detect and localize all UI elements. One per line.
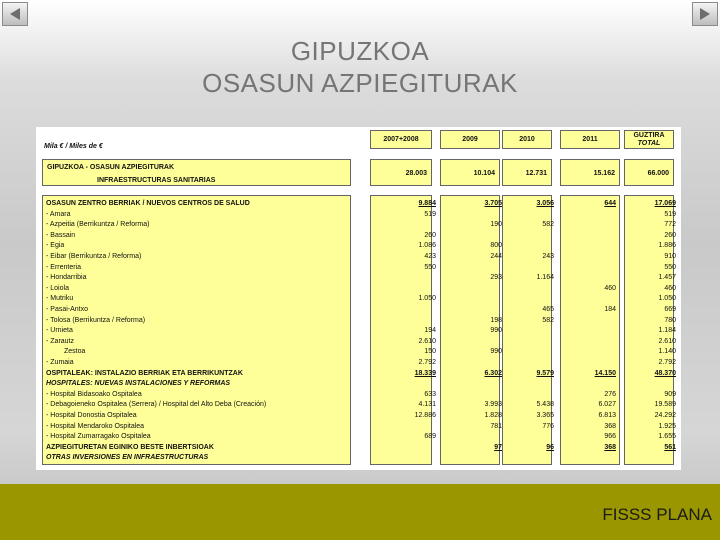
row-value: 776 xyxy=(542,422,554,430)
row-value: 184 xyxy=(604,306,616,313)
row-value: 2.792 xyxy=(418,359,436,366)
row-value: 6.813 xyxy=(598,412,616,419)
row-total: 1.457 xyxy=(658,274,676,282)
units-label: Mila € / Miles de € xyxy=(44,143,103,150)
triangle-left-icon xyxy=(8,7,22,21)
row-label: - Debagoieneko Ospitalea (Serrera) / Hospital del Alto Deba (Creación) xyxy=(46,401,267,409)
row-value: 781 xyxy=(490,422,502,430)
row-label: - Zumaia xyxy=(46,359,74,366)
row-value: 800 xyxy=(490,242,502,250)
col-header-1: 2009 xyxy=(440,130,500,149)
row-total: 550 xyxy=(664,263,676,271)
row-value: 3.056 xyxy=(536,200,554,207)
row-total: 17.069 xyxy=(654,200,676,207)
row-total: 260 xyxy=(664,231,676,239)
row-value: 190 xyxy=(490,221,502,229)
row-value: 460 xyxy=(604,284,616,292)
row-label: OTRAS INVERSIONES EN INFRAESTRUCTURAS xyxy=(46,454,209,462)
summary-value-2: 12.731 xyxy=(525,170,547,177)
row-total: 460 xyxy=(664,284,676,292)
row-label: - Urnieta xyxy=(46,327,73,335)
row-label: - Mutriku xyxy=(46,295,74,303)
row-value: 18.339 xyxy=(414,369,436,377)
row-label: AZPIEGITURETAN EGINIKO BESTE INBERTSIOAK xyxy=(46,443,214,451)
row-label: - Hospital Donostia Ospitalea xyxy=(46,412,137,419)
row-value: 96 xyxy=(546,443,554,451)
row-label: - Egia xyxy=(46,242,65,250)
row-total: 780 xyxy=(664,316,676,324)
row-total: 1.925 xyxy=(658,422,676,430)
row-value: 368 xyxy=(604,422,616,430)
summary-value-3: 15.162 xyxy=(593,170,615,177)
row-label: - Azpeitia (Berrikuntza / Reforma) xyxy=(46,221,150,229)
row-value: 244 xyxy=(490,253,502,260)
slide-title-line1: GIPUZKOA xyxy=(290,36,430,66)
row-value: 243 xyxy=(542,253,554,260)
row-label: - Hospital Zumarragako Ospitalea xyxy=(46,433,151,441)
summary-cell-2 xyxy=(502,159,552,186)
row-total: 909 xyxy=(664,390,676,398)
row-value: 194 xyxy=(424,327,436,335)
slide-title-line2: OSASUN AZPIEGITURAK xyxy=(202,68,518,98)
previous-slide-button[interactable] xyxy=(2,2,28,26)
row-value: 3.993 xyxy=(484,401,502,409)
row-value: 633 xyxy=(424,390,436,398)
next-slide-button[interactable] xyxy=(692,2,718,26)
row-value: 5.438 xyxy=(536,401,554,409)
row-value: 150 xyxy=(424,348,436,356)
row-value: 582 xyxy=(542,221,554,229)
triangle-right-icon xyxy=(698,7,712,21)
row-total: 1.886 xyxy=(658,242,676,250)
row-value: 293 xyxy=(490,274,502,282)
row-value: 990 xyxy=(490,348,502,356)
row-label: OSASUN ZENTRO BERRIAK / NUEVOS CENTROS DE SALUD xyxy=(46,200,250,207)
row-value: 1.164 xyxy=(536,274,554,282)
row-value: 9.884 xyxy=(418,200,436,207)
row-value: 689 xyxy=(424,433,436,441)
row-total: 1.184 xyxy=(658,327,676,335)
total-header-line2: TOTAL xyxy=(637,139,661,147)
row-value: 260 xyxy=(424,231,436,239)
row-label: - Pasai-Antxo xyxy=(46,306,89,313)
row-total: 2.610 xyxy=(658,337,676,345)
row-value: 644 xyxy=(604,200,616,207)
row-total: 19.589 xyxy=(654,401,676,409)
row-label: - Hondarribia xyxy=(46,274,87,282)
row-total: 2.792 xyxy=(658,359,676,366)
row-value: 3.365 xyxy=(536,412,554,419)
row-total: 772 xyxy=(664,221,676,229)
row-label: - Zarautz xyxy=(46,337,75,345)
summary-sublabel: INFRAESTRUCTURAS SANITARIAS xyxy=(97,177,216,184)
row-label: - Hospital Bidasoako Ospitalea xyxy=(46,390,142,398)
col-header-2: 2010 xyxy=(502,130,552,149)
row-value: 519 xyxy=(424,210,436,218)
summary-label: GIPUZKOA - OSASUN AZPIEGITURAK xyxy=(47,164,175,171)
summary-value-0: 28.003 xyxy=(405,170,427,177)
row-value: 14.150 xyxy=(594,369,616,377)
summary-label-box xyxy=(42,159,351,186)
col-header-3: 2011 xyxy=(560,130,620,149)
rows-col-0 xyxy=(370,195,432,465)
row-value: 4.131 xyxy=(418,401,436,409)
summary-cell-3 xyxy=(560,159,620,186)
row-value: 97 xyxy=(494,443,502,451)
total-header xyxy=(624,130,674,149)
footer-label: FISSS PLANA xyxy=(602,505,712,524)
row-value: 1.086 xyxy=(418,242,436,250)
row-value: 3.705 xyxy=(484,200,502,207)
row-value: 198 xyxy=(490,316,502,324)
row-total: 24.292 xyxy=(654,412,676,419)
summary-value-total: 66.000 xyxy=(647,170,669,177)
row-label: - Bassain xyxy=(46,231,76,239)
summary-cell-total xyxy=(624,159,674,186)
row-label: - Loiola xyxy=(46,284,69,292)
row-label: Zestoa xyxy=(64,348,86,356)
infrastructure-table xyxy=(36,127,681,470)
row-value: 368 xyxy=(604,443,616,451)
row-label: - Hospital Mendaroko Ospitalea xyxy=(46,422,145,430)
col-header-0: 2007+2008 xyxy=(370,130,432,149)
row-value: 423 xyxy=(424,253,436,260)
footer-bar xyxy=(0,484,720,540)
total-header-line1: GUZTIRA xyxy=(633,131,665,139)
row-value: 9.579 xyxy=(536,369,554,377)
row-label: - Amara xyxy=(46,210,71,218)
summary-cell-1 xyxy=(440,159,500,186)
row-label: - Tolosa (Berrikuntza / Reforma) xyxy=(46,316,146,324)
row-value: 1.050 xyxy=(418,295,436,303)
summary-value-1: 10.104 xyxy=(473,170,495,177)
row-label: OSPITALEAK: INSTALAZIO BERRIAK ETA BERRIKUNTZAK xyxy=(46,369,243,377)
row-total: 48.370 xyxy=(654,369,676,377)
row-value: 582 xyxy=(542,316,554,324)
row-value: 990 xyxy=(490,327,502,335)
row-value: 1.828 xyxy=(484,412,502,419)
summary-cell-0 xyxy=(370,159,432,186)
row-value: 2.610 xyxy=(418,337,436,345)
row-total: 1.140 xyxy=(658,348,676,356)
row-total: 910 xyxy=(664,253,676,260)
row-total: 1.050 xyxy=(658,295,676,303)
row-total: 1.655 xyxy=(658,433,676,441)
row-value: 12.886 xyxy=(414,412,436,419)
row-total: 561 xyxy=(664,443,676,451)
row-label: - Eibar (Berrikuntza / Reforma) xyxy=(46,253,142,260)
row-total: 669 xyxy=(664,306,676,313)
row-value: 276 xyxy=(604,390,616,398)
row-label: - Errenteria xyxy=(46,263,82,271)
row-total: 519 xyxy=(664,210,676,218)
row-value: 966 xyxy=(604,433,616,441)
row-value: 465 xyxy=(542,306,554,313)
row-label: HOSPITALES: NUEVAS INSTALACIONES Y REFORMAS xyxy=(46,380,231,388)
row-value: 6.302 xyxy=(484,369,502,377)
row-value: 6.027 xyxy=(598,401,616,409)
row-value: 550 xyxy=(424,263,436,271)
